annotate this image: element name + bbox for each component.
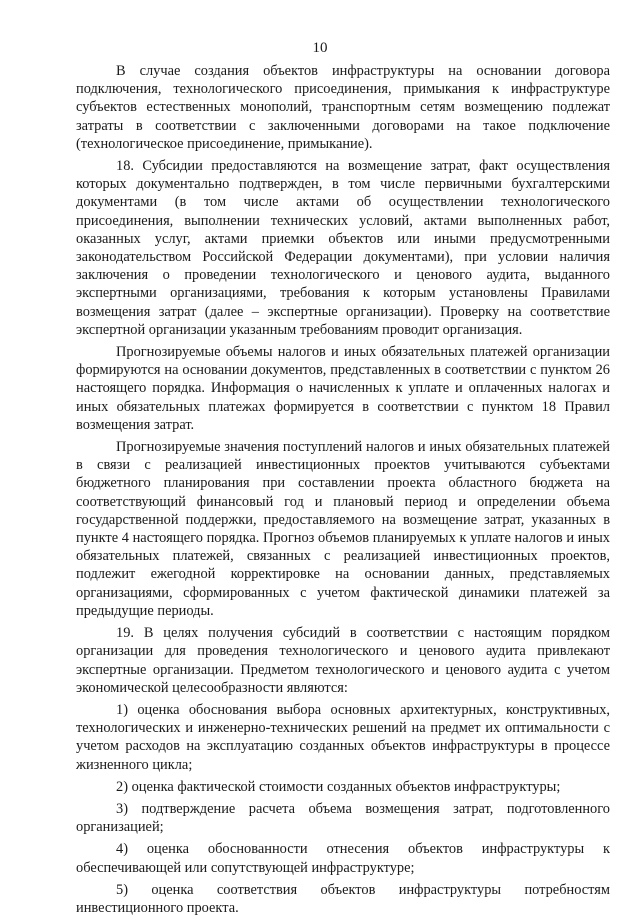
page-number: 10 bbox=[312, 40, 328, 56]
list-item-2: 2) оценка фактической стоимости созданных объектов инфраструктуры; bbox=[116, 778, 561, 795]
list-item-3: 3) подтверждение расчета объема возмещения затрат, подготовленного организацией; bbox=[76, 800, 610, 836]
list-item-4: 4) оценка обоснованности отнесения объектов инфраструктуры к обеспечивающей или сопутствующей инфраструктуре; bbox=[76, 841, 610, 876]
paragraph-infrastructure-contracts: В случае создания объектов инфраструктуры на основании договора подключения, технологического присоединения, примыкания к инфраструктуре субъектов естественных монополий, транспортным сетям возмещению подлежат затраты в соответствии с заключенными договорами на такое подключение (технологическое присоединение, примыкание). bbox=[76, 63, 610, 152]
list-item-1: 1) оценка обоснования выбора основных архитектурных, конструктивных, технологических и инженерно-технических решений на предмет их оптимальности с учетом расходов на эксплуатацию созданных объектов инфраструктуры в процессе жизненного цикла; bbox=[76, 701, 610, 773]
paragraph-18-subsidies: 18. Субсидии предоставляются на возмещение затрат, факт осуществления которых документально подтвержден, в том числе первичными бухгалтерскими документами (в том числе актами об осуществлении технологического присоединения, выполнении технических условий, актами выполненных работ, оказанных услуг, актами приемки объектов или иными предусмотренными законодательством Российской Федерации документами), при условии наличия заключения о проведении технологического и ценового аудита, выданного экспертными организациями, требования к которым установлены Правилами возмещения затрат (далее – экспертные организации). Проверку на соответствие экспертной организации указанным требованиям проводит организация. bbox=[76, 158, 610, 338]
list-item-5: 5) оценка соответствия объектов инфраструктуры потребностям инвестиционного проекта. bbox=[76, 881, 610, 916]
paragraph-forecast-revenues: Прогнозируемые значения поступлений налогов и иных обязательных платежей в связи с реализацией инвестиционных проектов учитываются субъектами бюджетного планирования при составлении проекта областного бюджета на соответствующий финансовый год и плановый период и определении объема государственной поддержки, предоставляемого на возмещение затрат, указанных в пункте 4 настоящего порядка. Прогноз объемов планируемых к уплате налогов и иных обязательных платежей, связанных с реализацией инвестиционных проектов, подлежит ежегодной корректировке на основании данных, представляемых организациями, сформированных с учетом фактической динамики платежей за предыдущие периоды. bbox=[76, 439, 610, 619]
paragraph-forecast-taxes: Прогнозируемые объемы налогов и иных обязательных платежей организации формируются на основании документов, представленных в соответствии с пунктом 26 настоящего порядка. Информация о начисленных к уплате и оплаченных налогах и иных обязательных платежах формируется в соответствии с пунктом 18 Правил возмещения затрат. bbox=[76, 344, 610, 433]
document-body bbox=[76, 62, 610, 917]
paragraph-19-audit: 19. В целях получения субсидий в соответствии с настоящим порядком организации для проведения технологического и ценового аудита привлекают экспертные организации. Предметом технологического и ценового аудита с учетом экономической целесообразности являются: bbox=[76, 625, 610, 696]
